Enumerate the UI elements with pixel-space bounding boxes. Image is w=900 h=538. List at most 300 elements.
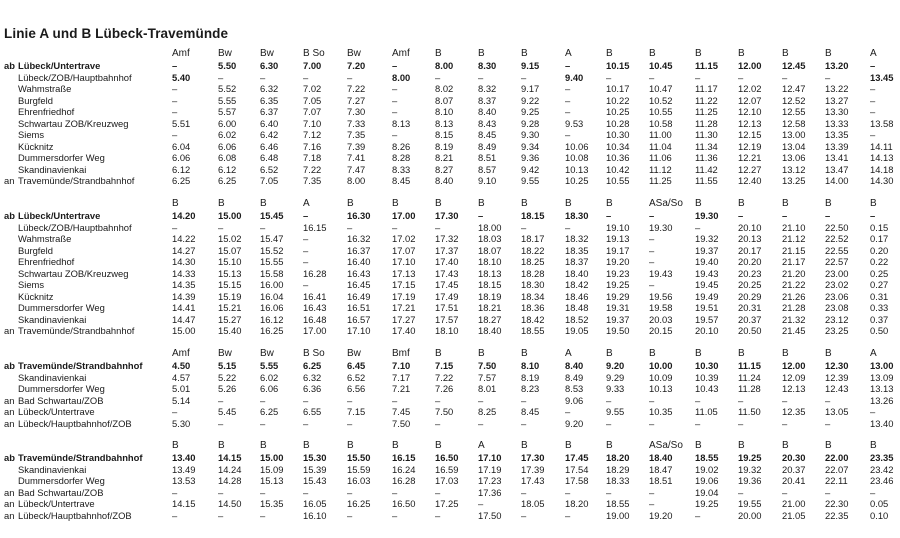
- trip-type-label: A: [303, 198, 310, 209]
- departure-time: 10.36: [606, 152, 630, 163]
- stop-row: [0, 129, 900, 141]
- departure-time: 18.42: [565, 279, 589, 290]
- departure-time: 8.40: [565, 360, 584, 371]
- departure-time: 6.48: [260, 152, 279, 163]
- departure-time: 18.17: [521, 233, 545, 244]
- departure-time: –: [695, 221, 701, 233]
- arrival-departure-marker: an: [4, 486, 15, 498]
- timetable-block: [0, 198, 900, 337]
- departure-time: 8.51: [478, 152, 497, 163]
- departure-time: 8.30: [478, 60, 497, 71]
- departure-time: 5.45: [218, 406, 237, 417]
- departure-time: –: [392, 509, 398, 521]
- departure-time: 13.26: [870, 394, 894, 406]
- departure-time: 15.47: [260, 233, 284, 244]
- departure-time: 11.06: [649, 152, 672, 163]
- departure-time: –: [695, 71, 701, 83]
- stop-row: [0, 210, 900, 222]
- departure-time: 15.43: [303, 475, 327, 486]
- departure-time: 18.05: [521, 498, 545, 509]
- stop-name: Skandinavienkai: [18, 313, 87, 325]
- departure-time: –: [782, 394, 788, 406]
- departure-time: –: [649, 256, 655, 267]
- departure-time: 12.13: [738, 117, 762, 129]
- departure-time: 18.32: [565, 233, 589, 244]
- departure-time: 17.49: [435, 290, 459, 302]
- departure-time: 17.57: [435, 313, 459, 325]
- departure-time: –: [303, 233, 309, 244]
- departure-time: 16.05: [303, 498, 327, 509]
- block-header-row: [0, 440, 900, 452]
- departure-time: 18.15: [478, 279, 502, 290]
- trip-type-label: B: [260, 198, 267, 209]
- departure-time: 22.07: [825, 463, 849, 475]
- departure-time: –: [218, 417, 224, 429]
- departure-time: 8.32: [478, 83, 497, 94]
- departure-time: 19.58: [649, 302, 673, 313]
- departure-time: 5.26: [218, 383, 237, 394]
- trip-type-label: A: [870, 48, 877, 59]
- departure-time: 11.17: [695, 83, 718, 94]
- trip-type-label: Amf: [172, 348, 190, 359]
- departure-time: –: [347, 394, 353, 406]
- departure-time: 6.06: [218, 140, 237, 152]
- trip-type-label: B: [521, 198, 528, 209]
- stop-name: Lübeck/Untertrave: [18, 60, 101, 71]
- departure-time: 19.13: [606, 233, 630, 244]
- departure-time: 4.57: [172, 371, 191, 383]
- departure-time: –: [347, 71, 353, 83]
- departure-time: 17.36: [478, 486, 502, 498]
- departure-time: 13.40: [870, 417, 894, 429]
- departure-time: –: [870, 486, 876, 498]
- departure-time: –: [738, 417, 744, 429]
- departure-time: 16.28: [392, 475, 416, 486]
- stop-name: Travemünde/Strandbahnhof: [18, 175, 135, 186]
- trip-type-label: B: [695, 440, 702, 451]
- departure-time: 10.39: [695, 371, 719, 383]
- stop-name: Lübeck/Untertrave: [18, 406, 95, 417]
- departure-time: 6.35: [260, 94, 279, 106]
- departure-time: –: [825, 210, 831, 221]
- departure-time: –: [435, 417, 441, 429]
- departure-time: –: [782, 417, 788, 429]
- departure-time: 19.37: [695, 244, 719, 256]
- departure-time: –: [392, 221, 398, 233]
- departure-time: –: [565, 486, 571, 498]
- departure-time: –: [392, 60, 398, 71]
- departure-time: 18.22: [521, 244, 545, 256]
- departure-time: 23.02: [825, 279, 849, 290]
- departure-time: 14.15: [172, 498, 196, 509]
- block-header-row: [0, 198, 900, 210]
- trip-type-label: Bw: [260, 348, 274, 359]
- departure-time: 22.50: [825, 221, 849, 233]
- departure-time: –: [738, 394, 744, 406]
- trip-type-label: B: [825, 198, 832, 209]
- departure-time: 15.02: [218, 233, 242, 244]
- departure-time: 17.07: [392, 244, 416, 256]
- departure-time: 15.50: [347, 452, 371, 463]
- departure-time: 0.50: [870, 325, 889, 336]
- departure-time: 20.13: [738, 233, 762, 244]
- trip-type-label: B: [303, 440, 310, 451]
- departure-time: 19.31: [606, 302, 630, 313]
- departure-time: 8.13: [392, 117, 411, 129]
- arrival-departure-marker: an: [4, 394, 15, 406]
- stop-row: [0, 475, 900, 487]
- departure-time: 6.52: [260, 163, 279, 175]
- departure-time: 19.45: [695, 279, 719, 290]
- departure-time: 8.43: [478, 117, 497, 129]
- departure-time: –: [435, 394, 441, 406]
- departure-time: 17.40: [392, 325, 416, 336]
- departure-time: 11.12: [649, 163, 672, 175]
- departure-time: 23.06: [825, 290, 849, 302]
- departure-time: 7.50: [478, 360, 497, 371]
- departure-time: 6.30: [260, 60, 279, 71]
- departure-time: 17.30: [435, 210, 459, 221]
- departure-time: 18.30: [565, 210, 589, 221]
- departure-time: 23.12: [825, 313, 849, 325]
- departure-time: 11.50: [738, 406, 761, 417]
- departure-time: 12.55: [782, 106, 806, 117]
- departure-time: 13.12: [782, 163, 806, 175]
- trip-type-label: B: [435, 48, 442, 59]
- departure-time: –: [303, 394, 309, 406]
- departure-time: 19.37: [606, 313, 630, 325]
- stop-row: [0, 395, 900, 407]
- departure-time: 18.21: [478, 302, 502, 313]
- trip-type-label: B: [782, 198, 789, 209]
- departure-time: 6.45: [347, 360, 366, 371]
- departure-time: 20.15: [649, 325, 673, 336]
- departure-time: 17.10: [392, 256, 416, 267]
- departure-time: 11.55: [695, 175, 718, 186]
- departure-time: 22.35: [825, 509, 849, 521]
- departure-time: –: [825, 394, 831, 406]
- departure-time: 6.37: [260, 106, 279, 117]
- departure-time: 18.55: [521, 325, 545, 336]
- departure-time: 15.13: [260, 475, 284, 486]
- departure-time: 9.40: [565, 71, 584, 83]
- departure-time: 5.14: [172, 394, 191, 406]
- departure-time: 10.43: [695, 383, 719, 394]
- departure-time: 20.29: [738, 290, 762, 302]
- departure-time: –: [870, 83, 876, 94]
- departure-time: –: [303, 71, 309, 83]
- departure-time: 0.20: [870, 244, 889, 256]
- stop-name: Wahmstraße: [18, 233, 72, 244]
- departure-time: 19.06: [695, 475, 719, 486]
- departure-time: 21.00: [782, 498, 806, 509]
- departure-time: –: [606, 394, 612, 406]
- departure-time: –: [606, 71, 612, 83]
- departure-time: 18.30: [521, 279, 545, 290]
- departure-time: 18.55: [606, 498, 630, 509]
- departure-time: 10.06: [565, 140, 589, 152]
- departure-time: 5.52: [218, 83, 237, 94]
- departure-time: 16.03: [347, 475, 371, 486]
- departure-time: 16.48: [303, 313, 327, 325]
- timetable-block: [0, 48, 900, 187]
- departure-time: 10.15: [606, 60, 630, 71]
- departure-time: 10.34: [606, 140, 630, 152]
- departure-time: 9.29: [606, 371, 625, 383]
- stop-name: Skandinavienkai: [18, 463, 87, 475]
- page-title: Linie A und B Lübeck-Travemünde: [4, 26, 229, 41]
- departure-time: –: [260, 417, 266, 429]
- stop-row: [0, 418, 900, 430]
- departure-time: 19.23: [606, 267, 630, 279]
- departure-time: 13.22: [825, 83, 849, 94]
- stop-row: [0, 152, 900, 164]
- departure-time: –: [435, 509, 441, 521]
- departure-time: 9.36: [521, 152, 540, 163]
- departure-time: 7.47: [347, 163, 366, 175]
- departure-time: 0.17: [870, 233, 889, 244]
- departure-time: 18.07: [478, 244, 502, 256]
- departure-time: –: [260, 221, 266, 233]
- trip-type-label: B: [695, 48, 702, 59]
- departure-time: –: [260, 394, 266, 406]
- departure-time: –: [565, 129, 571, 140]
- stop-name: Bad Schwartau/ZOB: [18, 394, 104, 406]
- departure-time: –: [870, 129, 876, 140]
- trip-type-label: B: [435, 198, 442, 209]
- departure-time: 17.10: [347, 325, 371, 336]
- stop-row: [0, 279, 900, 291]
- trip-type-label: B: [478, 48, 485, 59]
- departure-time: –: [649, 233, 655, 244]
- departure-time: 18.25: [521, 256, 545, 267]
- departure-time: 18.48: [565, 302, 589, 313]
- departure-time: 13.40: [172, 452, 196, 463]
- stop-name: Ehrenfriedhof: [18, 106, 75, 117]
- departure-time: 19.20: [649, 509, 673, 521]
- departure-time: 17.27: [392, 313, 416, 325]
- departure-time: 16.28: [303, 267, 327, 279]
- departure-time: 11.25: [649, 175, 672, 186]
- departure-time: 16.06: [260, 302, 284, 313]
- departure-time: 12.47: [782, 83, 806, 94]
- trip-type-label: B So: [303, 48, 325, 59]
- departure-time: 17.54: [565, 463, 589, 475]
- departure-time: 17.45: [565, 452, 589, 463]
- departure-time: 9.10: [478, 175, 497, 186]
- departure-time: –: [347, 509, 353, 521]
- stop-name: Skandinavienkai: [18, 163, 87, 175]
- departure-time: 17.13: [392, 267, 416, 279]
- departure-time: 7.50: [392, 417, 411, 429]
- trip-type-label: B: [172, 440, 179, 451]
- departure-time: 14.39: [172, 290, 196, 302]
- departure-time: 19.30: [695, 210, 719, 221]
- departure-time: 17.03: [435, 475, 459, 486]
- stop-row: [0, 118, 900, 130]
- departure-time: –: [478, 71, 484, 83]
- stop-row: [0, 406, 900, 418]
- departure-time: 10.09: [649, 371, 673, 383]
- departure-time: 13.35: [825, 129, 849, 140]
- departure-time: 16.49: [347, 290, 371, 302]
- departure-time: 6.00: [218, 117, 237, 129]
- departure-time: 5.50: [218, 60, 237, 71]
- stop-name: Wahmstraße: [18, 83, 72, 94]
- departure-time: 7.15: [435, 360, 454, 371]
- departure-time: –: [435, 486, 441, 498]
- departure-time: 19.30: [649, 221, 673, 233]
- stop-name: Dummersdorfer Weg: [18, 475, 105, 486]
- departure-time: 15.55: [260, 256, 284, 267]
- departure-time: 7.57: [478, 371, 497, 383]
- departure-time: 10.22: [606, 94, 630, 106]
- trip-type-label: B: [565, 198, 572, 209]
- departure-time: 18.20: [606, 452, 630, 463]
- departure-time: 7.30: [347, 106, 366, 117]
- departure-time: 9.55: [521, 175, 540, 186]
- departure-time: 19.02: [695, 463, 719, 475]
- departure-time: –: [478, 417, 484, 429]
- departure-time: 15.19: [218, 290, 242, 302]
- block-header-row: [0, 348, 900, 360]
- departure-time: –: [870, 60, 876, 71]
- departure-time: 8.00: [347, 175, 366, 186]
- departure-time: 20.41: [782, 475, 806, 486]
- departure-time: 21.32: [782, 313, 806, 325]
- departure-time: 12.07: [738, 94, 762, 106]
- trip-type-label: B: [695, 348, 702, 359]
- departure-time: 16.04: [260, 290, 284, 302]
- departure-time: 7.05: [260, 175, 279, 186]
- departure-time: 12.13: [782, 383, 806, 394]
- trip-type-label: B: [478, 348, 485, 359]
- departure-time: –: [738, 486, 744, 498]
- departure-time: –: [695, 509, 701, 521]
- stop-row: [0, 291, 900, 303]
- departure-time: –: [392, 129, 398, 140]
- departure-time: 18.55: [695, 452, 719, 463]
- departure-time: 16.24: [392, 463, 416, 475]
- departure-time: 21.05: [782, 509, 806, 521]
- departure-time: 6.12: [218, 163, 237, 175]
- stop-row: [0, 314, 900, 326]
- trip-type-label: B: [649, 348, 656, 359]
- departure-time: 8.13: [435, 117, 454, 129]
- departure-time: 8.40: [478, 106, 497, 117]
- departure-time: 5.51: [172, 117, 191, 129]
- trip-type-label: B: [435, 348, 442, 359]
- stop-row: [0, 372, 900, 384]
- departure-time: 6.46: [260, 140, 279, 152]
- departure-time: 7.05: [303, 94, 322, 106]
- departure-time: –: [478, 498, 484, 509]
- departure-time: 17.50: [478, 509, 502, 521]
- departure-time: 20.50: [738, 325, 762, 336]
- departure-time: 11.22: [695, 94, 718, 106]
- departure-time: –: [870, 210, 876, 221]
- stop-row: [0, 268, 900, 280]
- trip-type-label: A: [478, 440, 485, 451]
- departure-time: 12.00: [738, 60, 762, 71]
- departure-time: 6.06: [172, 152, 191, 163]
- departure-time: –: [392, 94, 398, 106]
- departure-time: 6.56: [347, 383, 366, 394]
- departure-time: 14.11: [870, 140, 893, 152]
- departure-time: 18.40: [649, 452, 673, 463]
- departure-time: 19.25: [695, 498, 719, 509]
- departure-time: –: [347, 417, 353, 429]
- departure-time: 18.36: [521, 302, 545, 313]
- departure-time: 14.47: [172, 313, 196, 325]
- departure-time: 19.05: [565, 325, 589, 336]
- departure-time: 10.58: [649, 117, 673, 129]
- stop-row: [0, 464, 900, 476]
- departure-time: 19.49: [695, 290, 719, 302]
- departure-time: 10.47: [649, 83, 673, 94]
- trip-type-label: B: [521, 440, 528, 451]
- departure-time: 19.32: [695, 233, 719, 244]
- departure-time: 6.32: [260, 83, 279, 94]
- departure-time: 19.36: [738, 475, 762, 486]
- departure-time: 0.05: [870, 498, 889, 509]
- departure-time: 7.10: [303, 117, 322, 129]
- departure-time: –: [870, 94, 876, 106]
- departure-time: 15.52: [260, 244, 284, 256]
- departure-time: 8.45: [392, 175, 411, 186]
- departure-time: 13.47: [825, 163, 849, 175]
- departure-time: –: [303, 256, 309, 267]
- departure-time: 14.27: [172, 244, 196, 256]
- departure-time: 12.52: [782, 94, 806, 106]
- departure-time: –: [260, 509, 266, 521]
- departure-time: 17.00: [303, 325, 327, 336]
- trip-type-label: B: [347, 198, 354, 209]
- trip-type-label: B: [738, 198, 745, 209]
- departure-time: 8.27: [435, 163, 454, 175]
- departure-time: –: [565, 509, 571, 521]
- trip-type-label: B So: [303, 348, 325, 359]
- departure-time: 16.15: [392, 452, 416, 463]
- departure-time: 14.00: [825, 175, 849, 186]
- departure-time: 7.07: [303, 106, 322, 117]
- departure-time: 18.47: [649, 463, 673, 475]
- trip-type-label: B: [260, 440, 267, 451]
- departure-time: 15.58: [260, 267, 284, 279]
- departure-time: 8.02: [435, 83, 454, 94]
- departure-time: –: [565, 60, 571, 71]
- departure-time: –: [303, 210, 309, 221]
- departure-time: 6.25: [260, 406, 279, 417]
- departure-time: –: [649, 486, 655, 498]
- departure-time: 12.19: [738, 140, 762, 152]
- departure-time: 8.28: [392, 152, 411, 163]
- stop-name: Dummersdorfer Weg: [18, 302, 105, 313]
- departure-time: 14.41: [172, 302, 196, 313]
- departure-time: 19.43: [695, 267, 719, 279]
- departure-time: 8.00: [392, 71, 411, 83]
- departure-time: 15.27: [218, 313, 242, 325]
- departure-time: –: [172, 60, 178, 71]
- departure-time: 21.22: [782, 279, 806, 290]
- departure-time: 19.29: [606, 290, 630, 302]
- departure-time: 7.50: [435, 406, 454, 417]
- departure-time: 18.52: [565, 313, 589, 325]
- departure-time: 11.04: [649, 140, 672, 152]
- departure-time: 16.30: [347, 210, 371, 221]
- departure-time: 8.10: [521, 360, 540, 371]
- departure-time: 8.49: [565, 371, 584, 383]
